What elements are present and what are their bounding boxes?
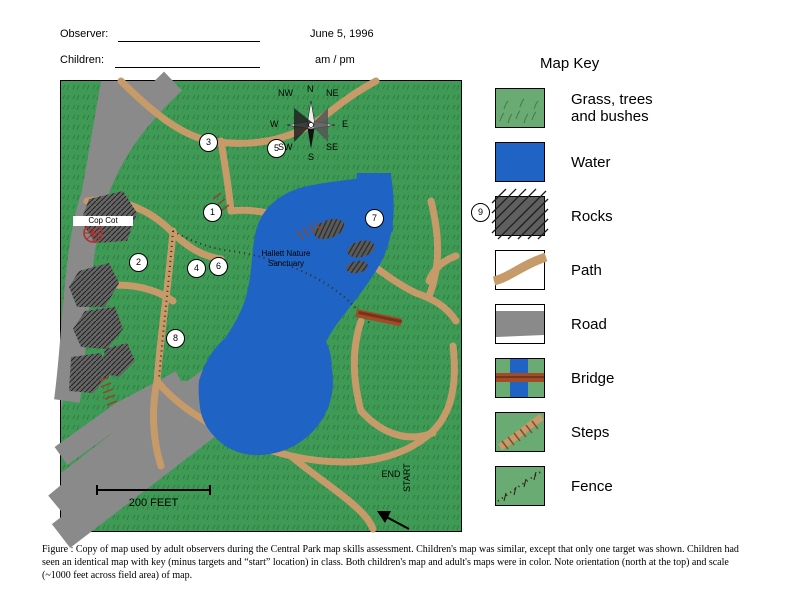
water-swatch xyxy=(495,142,545,182)
key-row-fence xyxy=(495,464,785,508)
path-swatch xyxy=(495,250,545,290)
key-label-water: Water xyxy=(571,153,611,171)
rocks-swatch xyxy=(495,196,545,236)
key-label-grass xyxy=(571,91,653,125)
grass-swatch xyxy=(495,88,545,128)
observer-row xyxy=(60,28,520,54)
compass-s-label: S xyxy=(308,152,315,162)
key-row-road xyxy=(495,302,785,346)
map-key xyxy=(495,55,785,518)
park-map[interactable] xyxy=(60,80,483,532)
compass-rose xyxy=(268,86,354,164)
start-label: START xyxy=(402,463,412,492)
road-swatch xyxy=(495,304,545,344)
key-row-grass xyxy=(495,86,785,130)
map-marker-4[interactable]: 4 xyxy=(187,259,206,278)
date-text: June 5, 1996 xyxy=(310,28,374,40)
steps-swatch xyxy=(495,412,545,452)
scale-bar xyxy=(96,485,211,509)
key-label-road: Road xyxy=(571,315,607,333)
key-label-bridge: Bridge xyxy=(571,369,615,387)
key-row-bridge xyxy=(495,356,785,400)
compass-e-label: E xyxy=(342,119,349,129)
compass-ne-label: NE xyxy=(326,88,339,98)
observer-write-line[interactable] xyxy=(118,41,260,42)
fence-swatch xyxy=(495,466,545,506)
map-marker-3[interactable]: 3 xyxy=(199,133,218,152)
compass-se-label: SE xyxy=(326,142,339,152)
key-row-path xyxy=(495,248,785,292)
children-write-line[interactable] xyxy=(115,67,260,68)
children-row xyxy=(60,54,520,80)
map-graphic xyxy=(61,81,461,531)
figure-caption: Figure : Copy of map used by adult observers during the Central Park map skills assessment. Children's map was similar, except that only one target was shown. Children had seen an identical map with key (minus targets and “start” location) in class. Both children's map and adult's maps were in color. Note orientation (north at the top) and scale (~1000 feet across field area) of map. xyxy=(42,544,739,581)
compass-sw-label: SW xyxy=(278,142,293,152)
scale-bar-graphic xyxy=(96,485,211,495)
children-label: Children: xyxy=(60,54,105,66)
compass-w-label: W xyxy=(270,119,279,129)
map-marker-2[interactable]: 2 xyxy=(129,253,148,272)
map-marker-1[interactable]: 1 xyxy=(203,203,222,222)
key-row-rocks xyxy=(495,194,785,238)
key-label-fence: Fence xyxy=(571,477,613,495)
key-label-rocks: Rocks xyxy=(571,207,613,225)
scale-bar-label: 200 FEET xyxy=(128,497,179,509)
map-key-title: Map Key xyxy=(540,55,600,72)
end-label: END xyxy=(381,469,401,479)
key-label-grass-line1: Grass, trees xyxy=(571,91,653,108)
map-marker-5[interactable]: 5 xyxy=(267,139,286,158)
compass-n-label: N xyxy=(307,84,314,94)
observer-label: Observer: xyxy=(60,28,109,40)
observer-form xyxy=(60,28,520,80)
key-label-grass-line2: and bushes xyxy=(571,108,649,125)
key-row-steps xyxy=(495,410,785,454)
map-marker-7[interactable]: 7 xyxy=(365,209,384,228)
map-marker-6[interactable]: 6 xyxy=(209,257,228,276)
key-label-steps: Steps xyxy=(571,423,610,441)
bridge-swatch xyxy=(495,358,545,398)
sanctuary-label-line1: Hallett Nature xyxy=(261,249,311,258)
compass-nw-label: NW xyxy=(278,88,293,98)
map-marker-8[interactable]: 8 xyxy=(166,329,185,348)
key-row-water xyxy=(495,140,785,184)
ampm-choice[interactable]: am / pm xyxy=(315,54,355,66)
cop-cot-label: Cop Cot xyxy=(73,216,133,226)
sanctuary-label-line2: Sanctuary xyxy=(267,259,305,268)
map-marker-9[interactable]: 9 xyxy=(471,203,490,222)
key-label-path: Path xyxy=(571,261,602,279)
